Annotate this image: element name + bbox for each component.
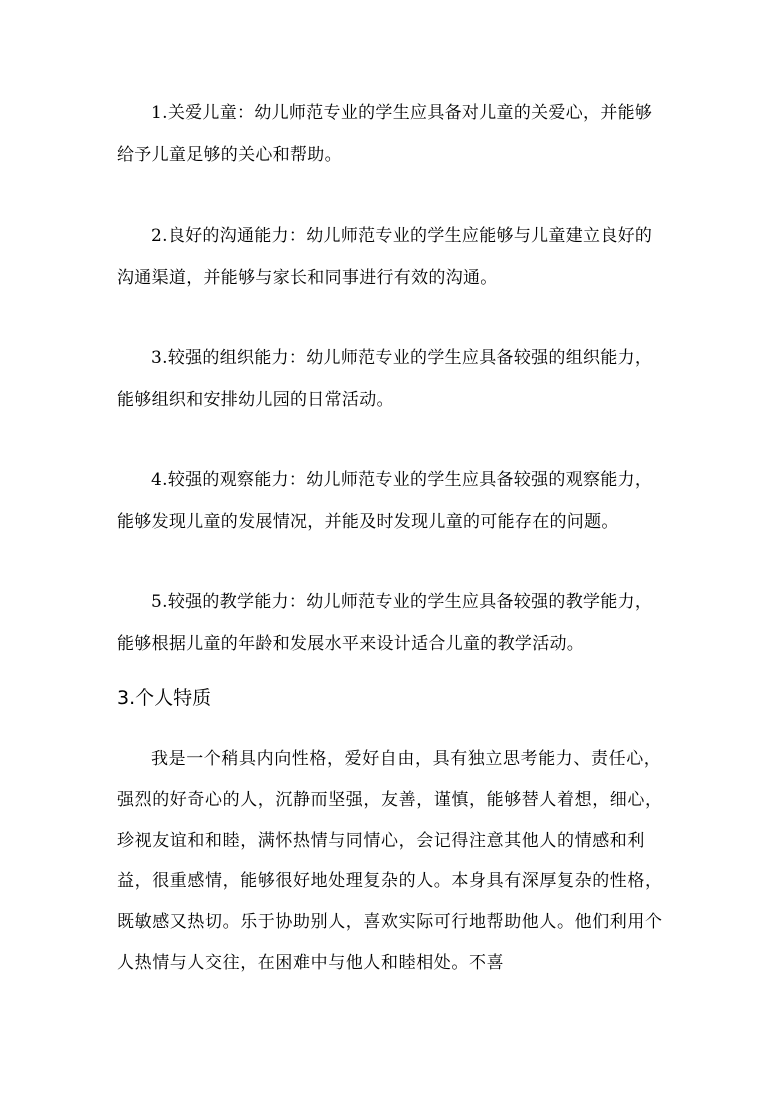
paragraph-item-2: 2.良好的沟通能力：幼儿师范专业的学生应能够与儿童建立良好的沟通渠道，并能够与家长和同事进行有效的沟通。 — [117, 226, 653, 288]
paragraph-item-1: 1.关爱儿童：幼儿师范专业的学生应具备对儿童的关爱心，并能够给予儿童足够的关心和帮助。 — [117, 103, 653, 165]
paragraph-item-5: 5.较强的教学能力：幼儿师范专业的学生应具备较强的教学能力，能够根据儿童的年龄和发展水平来设计适合儿童的教学活动。 — [117, 592, 653, 654]
section-heading: 3.个人特质 — [117, 687, 212, 709]
paragraph-item-4: 4.较强的观察能力：幼儿师范专业的学生应具备较强的观察能力，能够发现儿童的发展情况，并能及时发现儿童的可能存在的问题。 — [117, 470, 653, 532]
section-body-paragraph: 我是一个稍具内向性格，爱好自由，具有独立思考能力、责任心，强烈的好奇心的人，沉静而坚强，友善，谨慎，能够替人着想，细心，珍视友谊和和睦，满怀热情与同情心，会记得注意其他人的情感和利益，很重感情，能够很好地处理复杂的人。本身具有深厚复杂的性格，既敏感又热切。乐于协助别人，喜欢实际可行地帮助他人。他们利用个人热情与人交往，在困难中与他人和睦相处。不喜 — [117, 749, 663, 973]
paragraph-item-3: 3.较强的组织能力：幼儿师范专业的学生应具备较强的组织能力，能够组织和安排幼儿园的日常活动。 — [117, 348, 653, 410]
